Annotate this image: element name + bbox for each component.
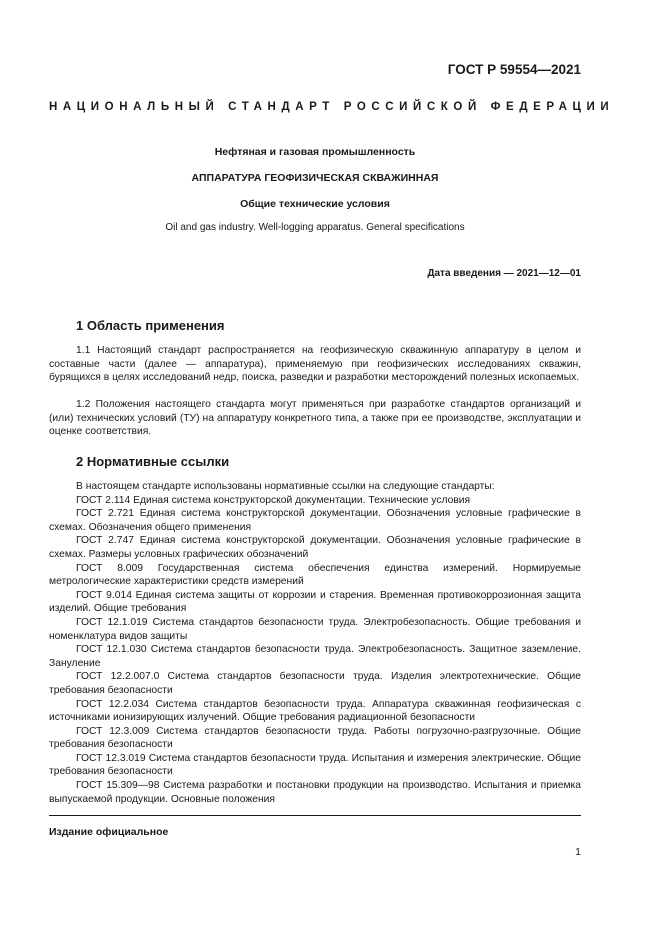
section-2-title: 2 Нормативные ссылки [76, 454, 230, 469]
document-code: ГОСТ Р 59554—2021 [447, 62, 581, 77]
general-title: Общие технические условия [240, 198, 390, 210]
section-1-title: 1 Область применения [76, 318, 225, 333]
reference-item: ГОСТ 12.1.030 Система стандартов безопасности труда. Электробезопасность. Защитное заземление. Зануление [49, 644, 581, 669]
reference-item: ГОСТ 2.747 Единая система конструкторской документации. Обозначения условные графические в схемах. Размеры условных графических обозначений [49, 535, 581, 560]
paragraph-1-2: 1.2 Положения настоящего стандарта могут применяться при разработке стандартов организаций и (или) технических условий (ТУ) на аппаратуру конкретного типа, а также при ее производстве, эксплуатации и оценке соответствия. [49, 399, 581, 438]
page-number: 1 [575, 846, 581, 858]
reference-item: ГОСТ 8.009 Государственная система обеспечения единства измерений. Нормируемые метрологические характеристики средств измерений [49, 562, 581, 588]
reference-item: ГОСТ 12.2.034 Система стандартов безопасности труда. Аппаратура скважинная геофизическая с источниками ионизирующих излучений. Общие требования радиационной безопасности [49, 698, 581, 724]
edition-label: Издание официальное [49, 826, 169, 838]
normative-references [49, 480, 581, 806]
english-title: Oil and gas industry. Well-logging apparatus. General specifications [165, 222, 465, 233]
reference-item: ГОСТ 9.014 Единая система защиты от коррозии и старения. Временная противокоррозионная защита изделий. Общие требования [49, 589, 581, 615]
reference-item: ГОСТ 12.3.019 Система стандартов безопасности труда. Испытания и измерения электрические. Общие требования безопасности [49, 752, 581, 778]
references-intro: В настоящем стандарте использованы нормативные ссылки на следующие стандарты: [76, 481, 495, 492]
footer-divider [49, 815, 581, 816]
reference-item: ГОСТ 12.2.007.0 Система стандартов безопасности труда. Изделия электротехнические. Общие требования безопасности [49, 671, 581, 696]
reference-item: ГОСТ 12.3.009 Система стандартов безопасности труда. Работы погрузочно-разгрузочные. Общие требования безопасности [49, 725, 581, 751]
paragraph-1-1: 1.1 Настоящий стандарт распространяется на геофизическую скважинную аппаратуру в целом и составные части (далее — аппаратура), применяемую при геофизических исследованиях скважин, бурящихся в целях исследований недр, поиска, разведки и разработки месторождений полезных ископаемых. [49, 345, 581, 384]
reference-item: ГОСТ 15.309—98 Система разработки и постановки продукции на производство. Испытания и приемка выпускаемой продукции. Основные положения [49, 780, 581, 805]
introduction-date: Дата введения — 2021—12—01 [427, 268, 581, 279]
reference-item: ГОСТ 2.721 Единая система конструкторской документации. Обозначения условные графические в схемах. Обозначения общего применения [49, 508, 581, 533]
apparatus-title: АППАРАТУРА ГЕОФИЗИЧЕСКАЯ СКВАЖИННАЯ [191, 172, 439, 184]
national-standard-heading: НАЦИОНАЛЬНЫЙ СТАНДАРТ РОССИЙСКОЙ ФЕДЕРАЦИИ [49, 101, 615, 113]
industry-title: Нефтяная и газовая промышленность [214, 146, 416, 158]
reference-item: ГОСТ 2.114 Единая система конструкторской документации. Технические условия [76, 494, 471, 506]
reference-item: ГОСТ 12.1.019 Система стандартов безопасности труда. Электробезопасность. Общие требования и номенклатура видов защиты [49, 616, 581, 642]
